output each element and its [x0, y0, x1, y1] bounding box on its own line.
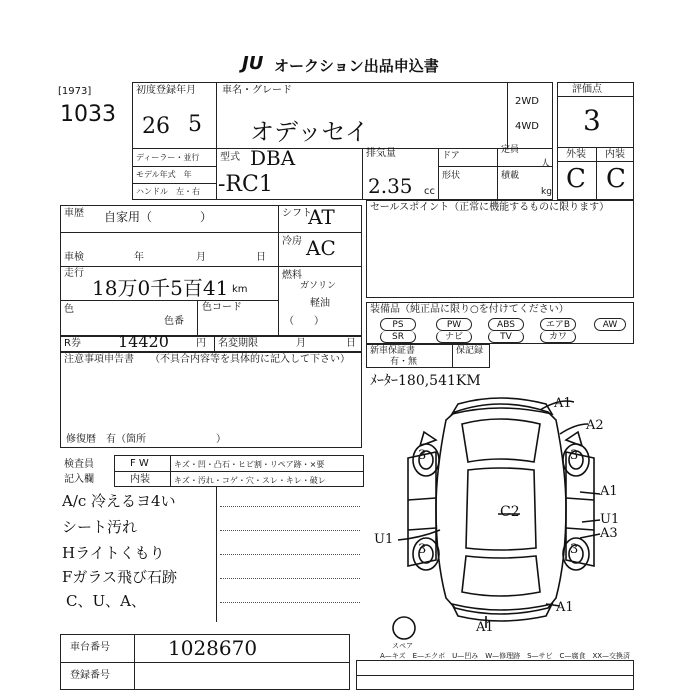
four-wd: 4WD [515, 121, 539, 132]
aircon-value: AC [306, 236, 336, 260]
dealer-label: ディーラー・並行 [136, 153, 200, 162]
inspector-note-5: C、U、A、 [66, 592, 146, 610]
displacement-value: 2.35 [368, 174, 413, 198]
mark-top-right-2: A2 [586, 418, 604, 433]
legend-exterior: キズ・凹・凸石・ヒビ割・リペア跡・×要 [174, 460, 325, 469]
door-label: ドア [442, 151, 460, 161]
notes-hint: （不具合内容等を具体的に記入して下さい） [150, 354, 350, 365]
mark-right-2: U1 [600, 512, 620, 527]
registration-year: 26 [142, 114, 170, 139]
color-number-label: 色番 [164, 316, 184, 327]
inspector-note-2: シート汚れ [62, 518, 138, 536]
exterior-value: C [566, 164, 586, 194]
mark-top-right: A1 [554, 396, 572, 411]
registration-month: 5 [188, 112, 202, 137]
inspection-day: 日 [256, 252, 266, 263]
wheel-front-right: 3 [570, 448, 579, 463]
aircon-label: 冷房 [282, 236, 302, 247]
legend-interior: キズ・汚れ・コゲ・穴・スレ・キレ・破レ [174, 476, 326, 485]
two-wd: 2WD [515, 96, 539, 107]
chassis-label: 車台番号 [70, 642, 110, 653]
capacity-unit: 人 [541, 159, 551, 169]
lot-number: 1033 [60, 102, 116, 127]
shape-label: 形状 [442, 171, 461, 181]
damage-legend: A—キズ E—エクボ U—凹み W—修理跡 S—サビ C—腐食 XX—交換済 [380, 652, 631, 660]
equip-airbag: エアB [540, 318, 576, 331]
entry-label: 記入欄 [64, 474, 94, 485]
interior-label: 内装 [605, 149, 625, 160]
equipment-label: 装備品（純正品に限り○を付けてください） [370, 304, 569, 315]
wheel-rear-right: 3 [570, 542, 579, 557]
exterior-label: 外装 [566, 149, 586, 160]
mark-bottom-right: A1 [556, 600, 574, 615]
displacement-unit: cc [424, 186, 435, 197]
sales-point-label: セールスポイント（正常に機能するものに限ります） [370, 202, 610, 213]
equip-sr: SR [380, 331, 416, 343]
mileage-label: 走行 [64, 268, 84, 279]
inspector-label: 検査員 [64, 459, 94, 470]
transfer-day: 日 [346, 338, 356, 349]
registration-number-label: 登録番号 [70, 670, 110, 681]
shift-value: AT [308, 205, 335, 229]
recycle-value: 14420 [118, 332, 169, 351]
interior-value: C [606, 164, 626, 194]
repair-history: 修復暦 有（箇所 ） [66, 434, 226, 445]
equip-pw: PW [436, 318, 472, 331]
inspector-note-3: Hライトくもり [62, 544, 165, 562]
inspection-year: 年 [134, 252, 144, 263]
car-name-label: 車名・グレード [222, 85, 292, 96]
fuel-other: （ ） [284, 316, 324, 327]
inspection-month: 月 [196, 252, 206, 263]
load-label: 積載 [501, 171, 520, 181]
equip-ps: PS [380, 318, 416, 331]
color-label: 色 [64, 304, 74, 315]
equip-leather: カワ [540, 331, 576, 343]
handle-label: ハンドル 左・右 [136, 187, 200, 196]
equip-navi: ナビ [436, 331, 472, 343]
color-code-label: 色コード [202, 302, 242, 313]
form-title: オークション出品申込書 [274, 57, 439, 75]
equip-tv: TV [488, 331, 524, 343]
shift-label: シフト [282, 208, 312, 219]
capacity-label: 定員 [501, 145, 520, 155]
mark-bottom: A1 [476, 620, 494, 635]
logo: JU [242, 53, 264, 74]
score-label: 評価点 [572, 84, 602, 95]
odometer-note: ﾒｰﾀｰ180,541KM [370, 373, 481, 389]
registration-label: 初度登録年月 [136, 85, 196, 96]
mark-right-3: A3 [600, 526, 618, 541]
inspector-interior: 内装 [130, 474, 150, 485]
load-unit: kg [541, 187, 552, 197]
notes-label: 注意事項申告書 [64, 354, 134, 365]
recycle-unit: 円 [196, 338, 206, 349]
mileage-value: 18万0千5百41 [92, 276, 229, 300]
model-value-bottom: -RC1 [218, 172, 273, 197]
transfer-month: 月 [296, 338, 306, 349]
wheel-rear-left: 3 [418, 542, 427, 557]
car-name-value: オデッセイ [250, 118, 369, 146]
model-value-top: DBA [250, 146, 296, 170]
model-year-label: モデル年式 年 [136, 170, 192, 179]
wheel-front-left: 3 [418, 448, 427, 463]
fuel-label: 燃料 [282, 270, 302, 281]
score-value: 3 [583, 104, 601, 137]
model-label: 型式 [220, 152, 240, 163]
mileage-unit: km [232, 284, 248, 295]
inspection-label: 車検 [64, 252, 84, 263]
mark-left: U1 [374, 532, 394, 547]
chassis-value: 1028670 [168, 636, 258, 660]
displacement-label: 排気量 [366, 148, 396, 159]
fuel-gasoline: ガソリン [300, 281, 337, 291]
usage-label: 車歴 [64, 208, 84, 219]
inspector-fw: F W [130, 458, 149, 469]
mark-center: C2 [500, 504, 520, 520]
transfer-label: 名変期限 [218, 338, 258, 349]
equip-aw: AW [594, 318, 626, 331]
sheet-code: [1973] [58, 86, 92, 97]
mark-right-1: A1 [600, 484, 618, 499]
fuel-diesel: 軽油 [310, 298, 330, 309]
equip-abs: ABS [488, 318, 524, 331]
inspector-note-4: Fガラス飛び石跡 [62, 568, 177, 586]
usage-value: 自家用（ ） [104, 210, 213, 224]
inspector-note-1: A/c 冷えるヨ4い [62, 492, 176, 510]
warranty-record: 保記録 [456, 346, 484, 356]
warranty-exists: 有・無 [390, 357, 418, 367]
spare-label: スペア [392, 642, 413, 650]
warranty-label: 新車保証書 [370, 346, 416, 356]
recycle-label: R券 [64, 338, 81, 349]
